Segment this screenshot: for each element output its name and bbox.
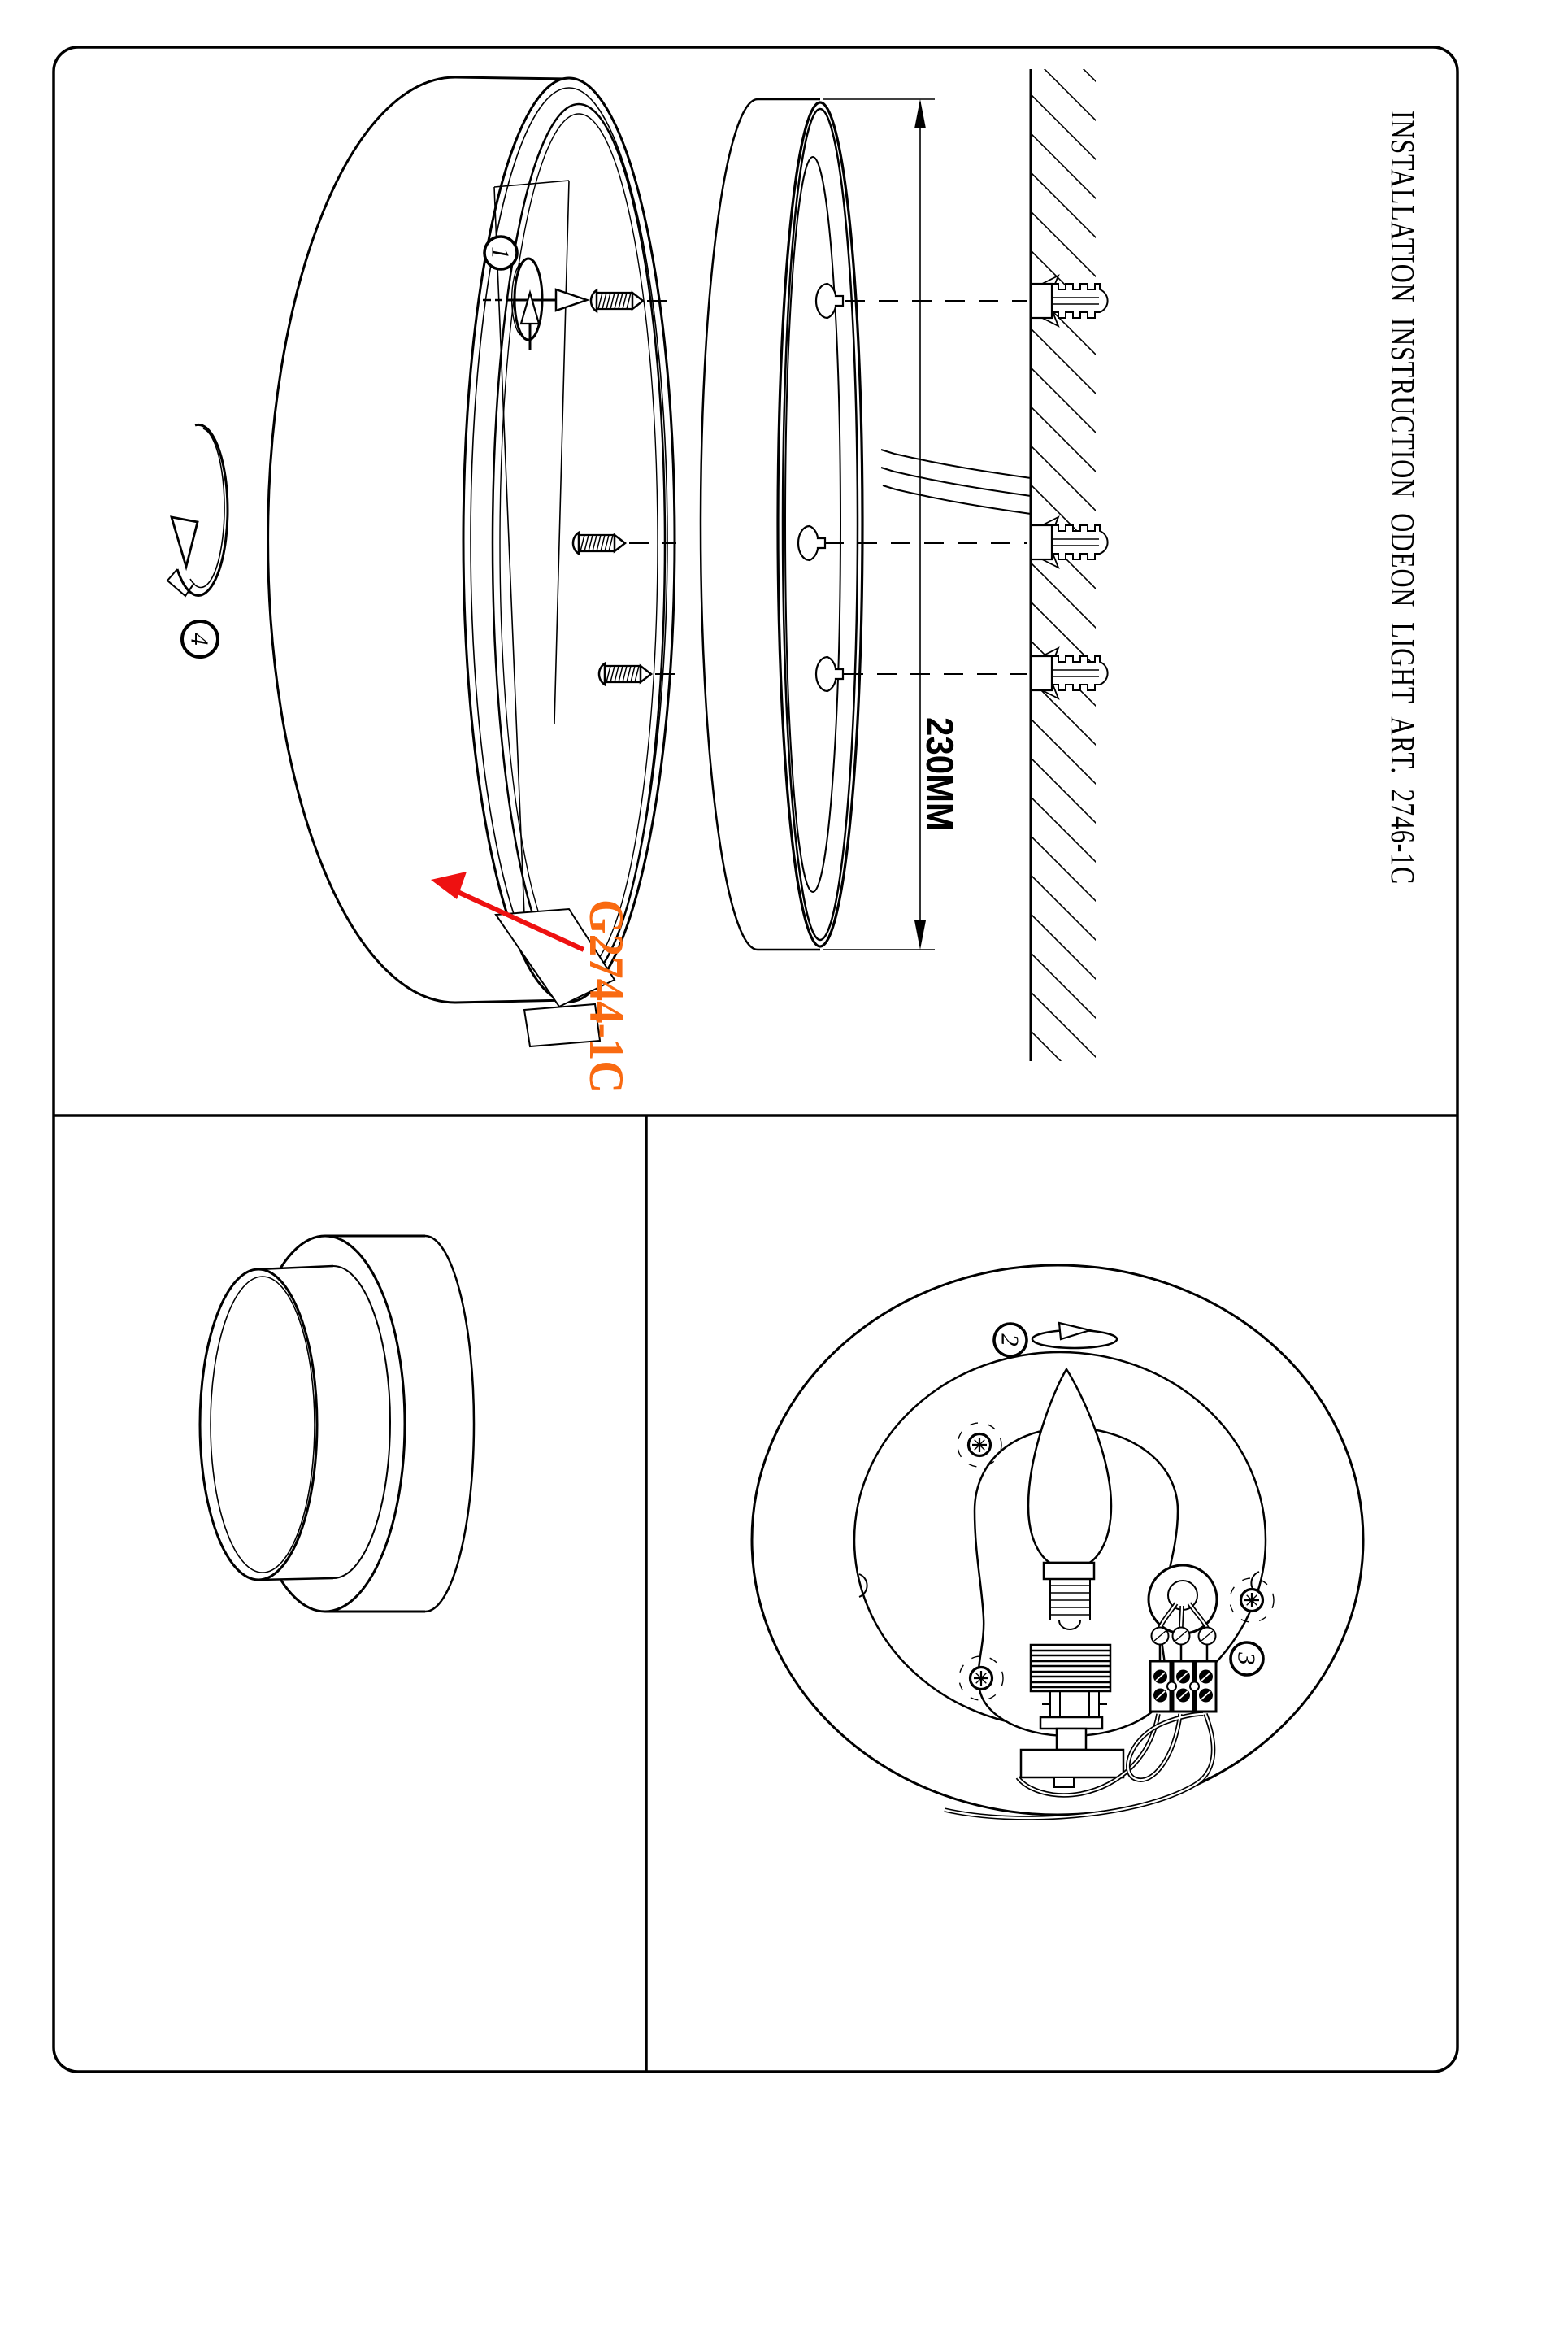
mains-wires [881,450,1031,514]
document-title: INSTALLATION INSTRUCTION ODEON LIGHT ART. 2746-1C [1384,111,1422,1101]
part-label: G2744-1C [580,899,633,1111]
panel-back-view [752,1265,1363,1818]
step-1-number: 1 [486,246,515,259]
assembled-lamp-side [200,1236,474,1612]
wall-hatching [1031,69,1096,1061]
step-3-number: 2 [996,1333,1025,1346]
step-2-badge [1231,1642,1263,1675]
terminal-block [1150,1661,1216,1712]
rotate-direction-icon [167,424,228,596]
step-4-badge [182,621,218,657]
mounting-plate-face [785,157,840,892]
step-1-badge [484,237,517,269]
panel-side-view [200,1236,474,1612]
wall-section [1031,69,1108,1061]
diffuser-face [200,1269,317,1580]
dimension-label: 230MM [919,717,962,845]
step-3-badge [994,1324,1027,1356]
bulb-collar [1044,1563,1094,1579]
step-2-number: 3 [1232,1652,1262,1665]
panel-exploded-view [167,69,1422,1111]
step-4-number: 4 [185,633,215,646]
wire-ferrules [1152,1628,1216,1645]
base-plate-exploded [701,99,862,950]
